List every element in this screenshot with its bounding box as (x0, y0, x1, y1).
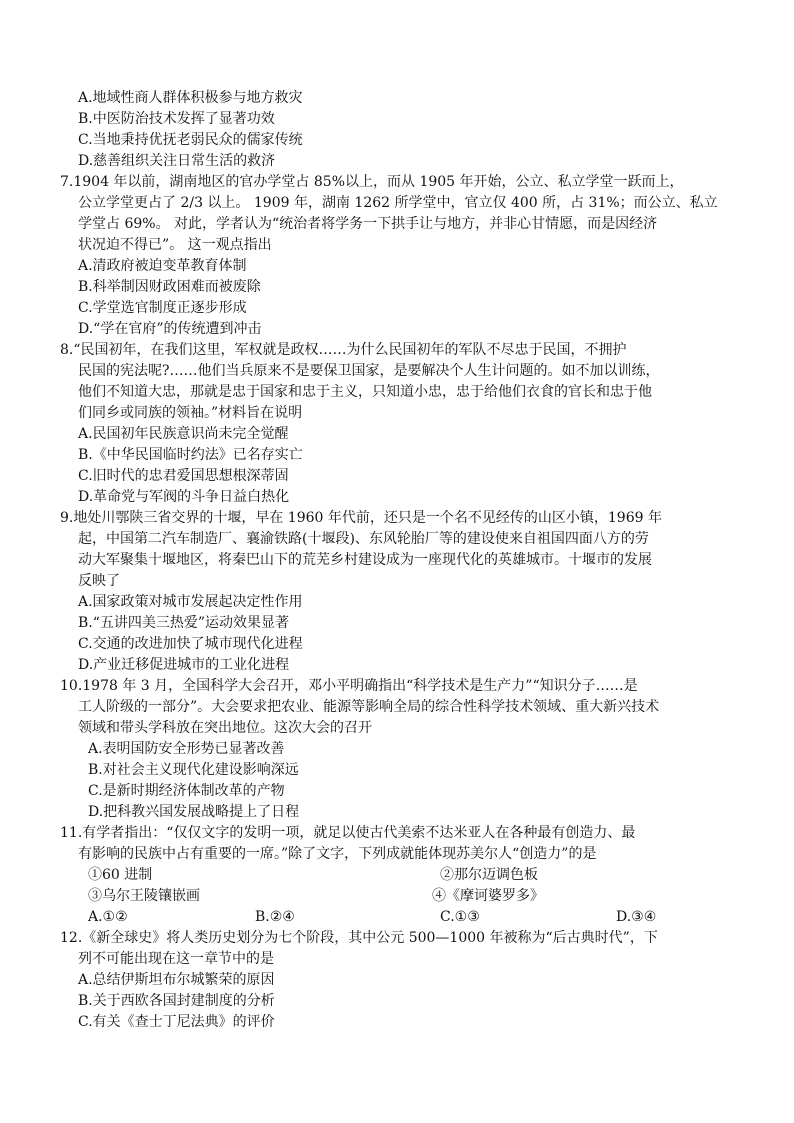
q12-stem-line: 列不可能出现在这一章节中的是 (78, 951, 274, 967)
q8-stem-line: 8.“民国初年，在我们这里，军权就是政权……为什么民国初年的军队不尽忠于民国，不拥护 (60, 342, 627, 358)
q11-stem-line: 有影响的民族中占有重要的一席。”除了文字，下列成就能体现苏美尔人“创造力”的是 (78, 846, 597, 862)
q9-stem-line: 动大军聚集十堰地区，将秦巴山下的荒芜乡村建设成为一座现代化的英雄城市。十堰市的发展 (78, 552, 652, 568)
q11-stem-line: 11.有学者指出：“仅仅文字的发明一项，就足以使古代美索不达米亚人在各种最有创造力、最 (60, 825, 636, 841)
q10-option-a: A.表明国防安全形势已显著改善 (88, 741, 285, 757)
q8-stem-line: 民国的宪法呢?……他们当兵原来不是要保卫国家，是要解决个人生计问题的。如不加以训练， (78, 363, 660, 379)
q11-choice-c: C.①③ (440, 909, 480, 925)
q9-option-c: C.交通的改进加快了城市现代化进程 (78, 636, 303, 652)
q11-item-2: ②那尔迈调色板 (440, 867, 538, 883)
q9-option-d: D.产业迁移促进城市的工业化进程 (78, 657, 290, 673)
q6-option-d: D.慈善组织关注日常生活的救济 (78, 153, 276, 169)
q6-option-c: C.当地秉持优抚老弱民众的儒家传统 (78, 132, 303, 148)
q12-option-b: B.关于西欧各国封建制度的分析 (78, 993, 275, 1009)
q10-stem-line: 领域和带头学科放在突出地位。这次大会的召开 (78, 720, 372, 736)
q9-stem-line: 9.地处川鄂陕三省交界的十堰，早在 1960 年代前，还只是一个名不见经传的山区小镇，1969 年 (60, 510, 662, 526)
q10-stem-line: 10.1978 年 3 月，全国科学大会召开，邓小平明确指出“科学技术是生产力”“知识分子……是 (60, 678, 638, 694)
q11-item-1: ①60 进制 (88, 867, 153, 883)
q7-stem-line: 7.1904 年以前，湖南地区的官办学堂占 85%以上，而从 1905 年开始，公立、私立学堂一跃而上， (60, 174, 684, 190)
q7-option-c: C.学堂选官制度正逐步形成 (78, 300, 247, 316)
q8-option-c: C.旧时代的忠君爱国思想根深蒂固 (78, 468, 289, 484)
q9-option-b: B.“五讲四美三热爱”运动效果显著 (78, 615, 290, 631)
q9-option-a: A.国家政策对城市发展起决定性作用 (78, 594, 303, 610)
q7-stem-line: 公立学堂更占了 2/3 以上。 1909 年，湖南 1262 所学堂中，官立仅 400 所，占 31%；而公立、私立 (78, 195, 718, 211)
q7-option-b: B.科举制因财政困难而被废除 (78, 279, 261, 295)
q11-item-4: ④《摩诃婆罗多》 (432, 888, 544, 904)
q7-stem-line: 状况迫不得已”。 这一观点指出 (78, 237, 272, 253)
q11-choice-d: D.③④ (616, 909, 657, 925)
q6-option-b: B.中医防治技术发挥了显著功效 (78, 111, 275, 127)
q7-stem-line: 学堂占 69%。 对此，学者认为“统治者将学务一下拱手让与地方，并非心甘情愿，而是因经济 (78, 216, 658, 232)
q9-stem-line: 起，中国第二汽车制造厂、襄渝铁路(十堰段)、东风轮胎厂等的建设使来自祖国四面八方的劳 (78, 531, 649, 547)
q8-option-b: B.《中华民国临时约法》已名存实亡 (78, 447, 303, 463)
q10-option-c: C.是新时期经济体制改革的产物 (88, 783, 285, 799)
q7-option-d: D.“学在官府”的传统遭到冲击 (78, 321, 262, 337)
q8-option-a: A.民国初年民族意识尚未完全觉醒 (78, 426, 289, 442)
q8-stem-line: 他们不知道大忠，那就是忠于国家和忠于主义，只知道小忠，忠于给他们衣食的官长和忠于他 (78, 384, 652, 400)
q8-option-d: D.革命党与军阀的斗争日益白热化 (78, 489, 290, 505)
q11-choice-b: B.②④ (255, 909, 295, 925)
q8-stem-line: 们同乡或同族的领袖。”材料旨在说明 (78, 405, 303, 421)
q12-option-c: C.有关《查士丁尼法典》的评价 (78, 1014, 275, 1030)
q9-stem-line: 反映了 (78, 573, 120, 589)
q10-option-b: B.对社会主义现代化建设影响深远 (88, 762, 299, 778)
q10-stem-line: 工人阶级的一部分”。大会要求把农业、能源等影响全局的综合性科学技术领域、重大新兴技术 (78, 699, 660, 715)
q7-option-a: A.清政府被迫变革教育体制 (78, 258, 247, 274)
q12-option-a: A.总结伊斯坦布尔城繁荣的原因 (78, 972, 275, 988)
q10-option-d: D.把科教兴国发展战略提上了日程 (88, 804, 300, 820)
q11-item-3: ③乌尔王陵镶嵌画 (88, 888, 200, 904)
q6-option-a: A.地域性商人群体积极参与地方救灾 (78, 90, 303, 106)
q11-choice-a: A.①② (88, 909, 128, 925)
q12-stem-line: 12.《新全球史》将人类历史划分为七个阶段，其中公元 500—1000 年被称为“后古典时代”，下 (60, 930, 658, 946)
